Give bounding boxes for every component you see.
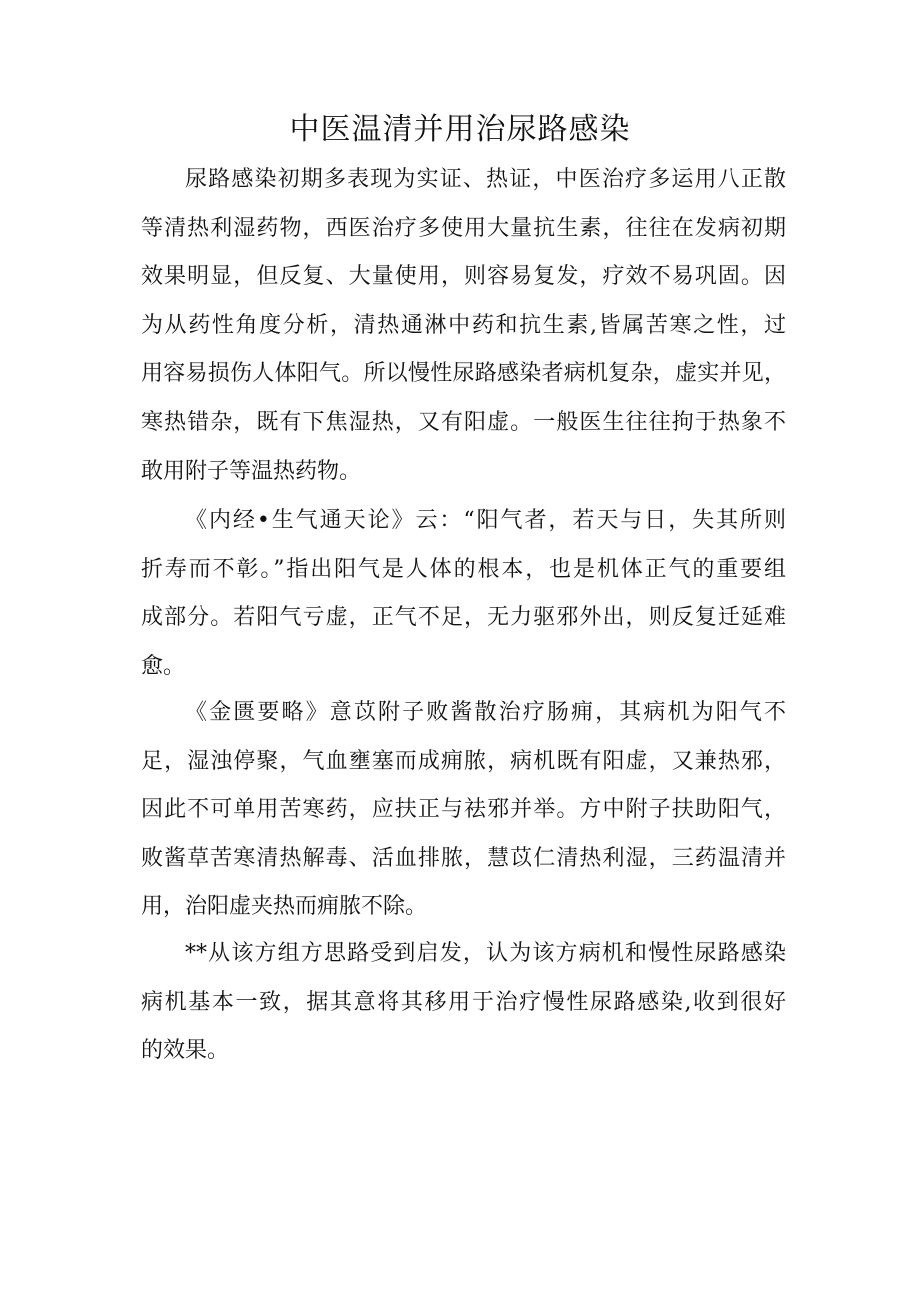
paragraph-urinary-infection-overview (141, 156, 786, 496)
paragraph-line: 等清热利湿药物，西医治疗多使用大量抗生素，往往在发病初期 (141, 215, 786, 241)
paragraph-line: 因此不可单用苦寒药，应扶正与祛邪并举。方中附子扶助阳气， (141, 797, 786, 823)
paragraph-line: 为从药性角度分析，清热通淋中药和抗生素,皆属苦寒之性，过 (141, 312, 786, 338)
paragraph-line: 用，治阳虚夹热而痈脓不除。 (141, 894, 428, 920)
paragraph-jingui-formula (141, 689, 786, 932)
paragraph-line: 的效果。 (141, 1038, 230, 1064)
document-title: 中医温清并用治尿路感染 (289, 112, 631, 147)
paragraph-line: 病机基本一致，据其意将其移用于治疗慢性尿路感染,收到很好 (141, 989, 786, 1015)
paragraph-line: 败酱草苦寒清热解毒、活血排脓，慧苡仁清热利湿，三药温清并 (141, 845, 786, 871)
paragraph-line: 尿路感染初期多表现为实证、热证，中医治疗多运用八正散 (185, 167, 786, 192)
paragraph-line: 寒热错杂，既有下焦湿热，又有阳虚。一般医生往往拘于热象不 (141, 409, 786, 435)
paragraph-line: 用容易损伤人体阳气。所以慢性尿路感染者病机复杂，虚实并见， (141, 361, 786, 387)
paragraph-line: 《内经•生气通天论》云：“阳气者，若天与日，失其所则 (185, 508, 786, 533)
paragraph-line: 成部分。若阳气亏虚，正气不足，无力驱邪外出，则反复迁延难 (141, 605, 786, 631)
paragraph-line: 足，湿浊停聚，气血壅塞而成痈脓，病机既有阳虚，又兼热邪， (141, 748, 786, 774)
paragraph-conclusion (141, 930, 786, 1076)
paragraph-line: 《金匮要略》意苡附子败酱散治疗肠痈，其病机为阳气不 (185, 700, 786, 725)
paragraph-neijing-quote (141, 497, 786, 691)
paragraph-line: 折寿而不彰。”指出阳气是人体的根本，也是机体正气的重要组 (141, 556, 786, 582)
paragraph-line: 敢用附子等温热药物。 (141, 458, 362, 484)
paragraph-line: **从该方组方思路受到启发，认为该方病机和慢性尿路感染 (185, 941, 786, 966)
paragraph-line: 愈。 (141, 653, 186, 679)
paragraph-line: 效果明显，但反复、大量使用，则容易复发，疗效不易巩固。因 (141, 264, 786, 290)
